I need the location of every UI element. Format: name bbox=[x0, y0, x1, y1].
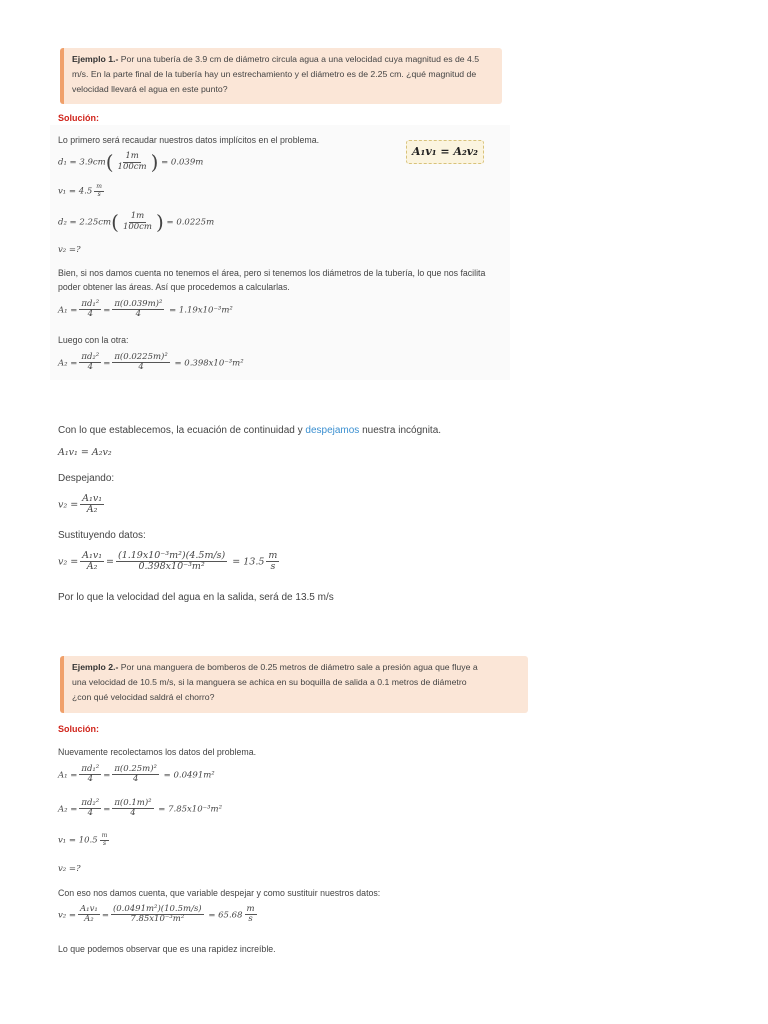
example1-box bbox=[60, 48, 502, 104]
a2-rhs: = 0.398x10⁻³m² bbox=[174, 358, 244, 369]
s2-sub-unit-num: m bbox=[246, 904, 255, 914]
s2-a2-num1: πd₂² bbox=[81, 798, 100, 808]
conclusion2: Lo que podemos observar que es una rapidez increíble. bbox=[58, 944, 276, 954]
d1-num: 1m bbox=[125, 151, 139, 162]
d1-den: 100cm bbox=[117, 161, 147, 172]
s2-a1-num2: π(0.25m)² bbox=[114, 764, 157, 774]
s2-v1-den: s bbox=[102, 839, 107, 847]
s2-a1-equation: A₁ = $\frac{\text{πd₁²}}{4}$ = $\frac{\text{π(0.25m)²}}{4}$ = 0.0491m² bbox=[58, 764, 215, 785]
d1-rhs: = 0.039m bbox=[161, 157, 204, 168]
v2-substitution: v₂ = $\frac{\text{A₁v₁}}{\text{A₂}}$ = $\frac{\text{(1.19x10⁻³m²)(4.5m/s)}}{\text{0.398x10⁻³m²}}$ = 13.5 $\frac{m}{s}$ bbox=[58, 550, 278, 573]
continuity-equation: A₁v₁ = A₂v₂ bbox=[58, 447, 112, 458]
d2-rhs: = 0.0225m bbox=[166, 217, 215, 228]
a1-lhs: A₁ = bbox=[58, 305, 78, 316]
a1-equation: A₁ = $\frac{\text{πd₁²}}{4}$ = $\frac{\text{π(0.039m)²}}{4}$ = 1.19x10⁻³m² bbox=[58, 299, 233, 320]
s2-a1-rhs: = 0.0491m² bbox=[163, 770, 215, 781]
solution2-intro: Nuevamente recolectamos los datos del problema. bbox=[58, 747, 257, 757]
continuity-text-after: nuestra incógnita. bbox=[359, 425, 442, 436]
continuity-formula-box: A₁v₁ = A₂v₂ bbox=[406, 140, 484, 164]
v2-isolated-num: A₁v₁ bbox=[82, 493, 103, 504]
s2-sub-unit-den: s bbox=[248, 914, 253, 925]
v1-equation bbox=[58, 184, 106, 198]
d2-equation: d₂ = 2.25cm( $\frac{1m}{100cm}$ ) = 0.0225m bbox=[58, 210, 215, 234]
a1-num1: πd₁² bbox=[81, 299, 100, 309]
s2-a2-lhs: A₂ = bbox=[58, 804, 78, 815]
sub-lhs: v₂ = bbox=[58, 556, 79, 568]
s2-sub-rhs: = 65.68 bbox=[208, 910, 243, 921]
a1-num2: π(0.039m)² bbox=[114, 299, 163, 309]
other-text: Luego con la otra: bbox=[58, 335, 129, 345]
v2-isolated bbox=[58, 494, 106, 516]
areas-text-1: Bien, si nos damos cuenta no tenemos el área, pero si tenemos los diámetros de la tubería, lo que nos facilita bbox=[58, 268, 486, 278]
s2-sub-den2: 7.85x10⁻³m² bbox=[130, 914, 185, 925]
example1-text-1: Por una tubería de 3.9 cm de diámetro circula agua a una velocidad cuya magnitud es de 4.5 bbox=[118, 54, 480, 64]
example2-text-1: Por una manguera de bomberos de 0.25 metros de diámetro sale a presión agua que fluye a bbox=[118, 662, 478, 672]
conclusion1: Por lo que la velocidad del agua en la salida, será de 13.5 m/s bbox=[58, 592, 334, 603]
s2-sub-num1: A₁v₁ bbox=[80, 904, 98, 914]
sub-num2: (1.19x10⁻³m²)(4.5m/s) bbox=[117, 550, 226, 561]
despejamos-link[interactable]: despejamos bbox=[305, 425, 360, 436]
sub-num1: A₁v₁ bbox=[82, 550, 103, 561]
d2-den: 100cm bbox=[122, 221, 152, 232]
s2-v1-equation bbox=[58, 833, 111, 847]
sub-rhs: = 13.5 bbox=[232, 556, 265, 568]
a2-den1: 4 bbox=[87, 362, 93, 373]
solution1-intro: Lo primero será recaudar nuestros datos implícitos en el problema. bbox=[58, 135, 320, 145]
s2-a2-rhs: = 7.85x10⁻³m² bbox=[158, 804, 222, 815]
example2-label: Ejemplo 2.- bbox=[72, 662, 119, 672]
s2-a2-equation: A₂ = $\frac{\text{πd₂²}}{4}$ = $\frac{\text{π(0.1m)²}}{4}$ = 7.85x10⁻³m² bbox=[58, 798, 222, 819]
v2-isolated-den: A₂ bbox=[86, 504, 98, 516]
solution2-label: Solución: bbox=[58, 724, 99, 734]
a1-den2: 4 bbox=[135, 309, 142, 320]
v1-den: s bbox=[97, 190, 101, 198]
s2-a1-den1: 4 bbox=[87, 774, 93, 785]
a1-rhs: = 1.19x10⁻³m² bbox=[169, 305, 233, 316]
example1-label: Ejemplo 1.- bbox=[72, 54, 119, 64]
v2-isolated-lhs: v₂ = bbox=[58, 499, 79, 511]
example2-box bbox=[60, 656, 528, 713]
v1-num: m bbox=[96, 183, 102, 190]
d1-lhs: d₁ = 3.9cm bbox=[58, 157, 106, 168]
a2-den2: 4 bbox=[138, 362, 144, 373]
example2-text-3: ¿con qué velocidad saldrá el chorro? bbox=[72, 692, 215, 702]
s2-v1-num: m bbox=[101, 832, 108, 839]
solution1-label: Solución: bbox=[58, 113, 99, 123]
s2-substitution: v₂ = $\frac{\text{A₁v₁}}{\text{A₂}}$ = $\frac{\text{(0.0491m²)(10.5m/s)}}{\text{7.85x10⁻³m²}}$ = 65.68 $\frac{m}{s}$ bbox=[58, 904, 255, 925]
v2-unknown: v₂ =? bbox=[58, 245, 81, 255]
s2-sub-den1: A₂ bbox=[84, 914, 94, 925]
s2-a2-den1: 4 bbox=[87, 808, 93, 819]
s2-a2-den2: 4 bbox=[130, 808, 136, 819]
a1-den1: 4 bbox=[87, 309, 93, 320]
a2-num1: πd₂² bbox=[81, 352, 100, 362]
s2-a2-num2: π(0.1m)² bbox=[114, 798, 152, 808]
s2-sub-lhs: v₂ = bbox=[58, 910, 77, 921]
example1-text-3: velocidad llevará el agua en este punto? bbox=[72, 84, 228, 94]
continuity-text bbox=[58, 425, 441, 436]
sub-unit-den: s bbox=[270, 561, 276, 573]
sub-den1: A₂ bbox=[86, 561, 98, 573]
d2-num: 1m bbox=[130, 211, 145, 222]
example2-text-2: una velocidad de 10.5 m/s, si la manguera se achica en su boquilla de salida a 0.1 metros de diámetro bbox=[72, 677, 467, 687]
areas-text-2: poder obtener las áreas. Así que procedemos a calcularlas. bbox=[58, 282, 290, 292]
continuity-text-before: Con lo que establecemos, la ecuación de continuidad y bbox=[58, 425, 306, 436]
despejando-label: Despejando: bbox=[58, 473, 115, 484]
s2-a1-lhs: A₁ = bbox=[58, 770, 78, 781]
sub-unit-num: m bbox=[268, 550, 278, 561]
s2-v2-unknown: v₂ =? bbox=[58, 864, 81, 874]
s2-a1-num1: πd₁² bbox=[81, 764, 100, 774]
d2-lhs: d₂ = 2.25cm bbox=[58, 217, 112, 228]
s2-sub-num2: (0.0491m²)(10.5m/s) bbox=[112, 904, 202, 914]
example1-text-2: m/s. En la parte final de la tubería hay un estrechamiento y el diámetro es de 2.25 cm. ¿qué magnitud de bbox=[72, 69, 477, 79]
s2-with-that: Con eso nos damos cuenta, que variable despejar y como sustituir nuestros datos: bbox=[58, 888, 381, 898]
a2-equation: A₂ = $\frac{\text{πd₂²}}{4}$ = $\frac{\text{π(0.0225m)²}}{4}$ = 0.398x10⁻³m² bbox=[58, 352, 244, 373]
a2-num2: π(0.0225m)² bbox=[114, 352, 168, 362]
sustituyendo-label: Sustituyendo datos: bbox=[58, 530, 146, 541]
a2-lhs: A₂ = bbox=[58, 358, 78, 369]
v1-lhs: v₁ = 4.5 bbox=[58, 186, 93, 197]
s2-a1-den2: 4 bbox=[132, 774, 139, 785]
d1-equation: d₁ = 3.9cm( $\frac{1m}{100cm}$ ) = 0.039m bbox=[58, 150, 204, 174]
sub-den2: 0.398x10⁻³m² bbox=[138, 561, 205, 573]
s2-v1-lhs: v₁ = 10.5 bbox=[58, 835, 98, 846]
